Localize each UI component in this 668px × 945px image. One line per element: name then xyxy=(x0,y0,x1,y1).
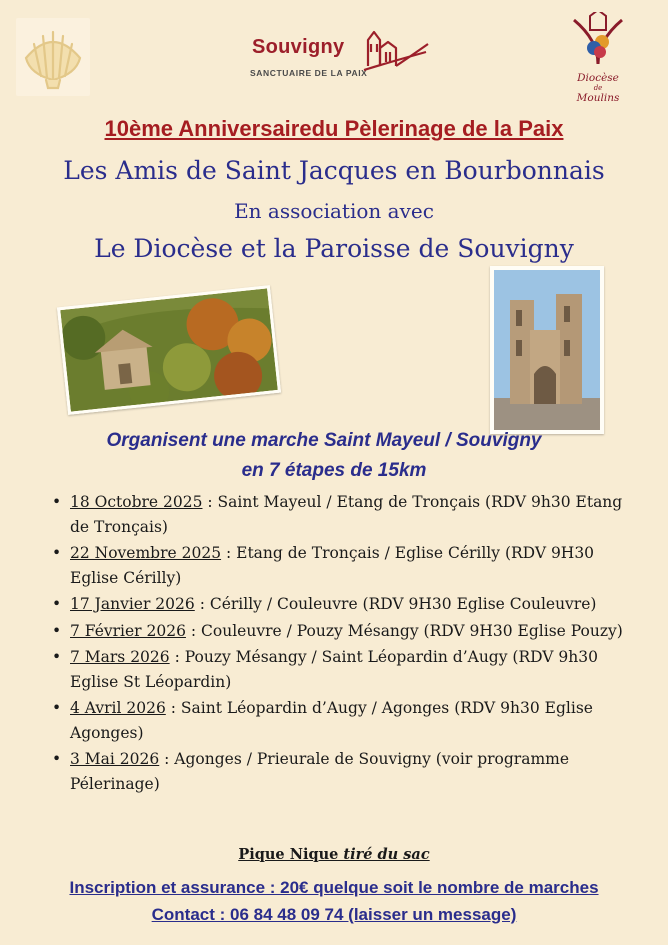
list-item xyxy=(52,747,642,796)
stage-date: 7 Mars 2026 xyxy=(70,648,170,666)
stage-date: 7 Février 2026 xyxy=(70,621,186,640)
contact-text: Contact : 06 84 48 09 74 (laisser un message) xyxy=(151,905,517,924)
list-item xyxy=(52,490,642,539)
chapel-hillside-photo xyxy=(57,285,281,415)
walk-announcement: Organisent une marche Saint Mayeul / Souvigny xyxy=(106,430,542,451)
stage-description: : Etang de Tronçais / Eglise Cérilly (RDV 9H30 Eglise Cérilly) xyxy=(70,544,595,587)
contact-info xyxy=(0,905,668,925)
diocese-logo-text xyxy=(556,72,640,104)
stage-description: : Saint Léopardin d’Augy / Agonges (RDV 9h30 Eglise Agonges) xyxy=(70,699,593,742)
registration-text: Inscription et assurance : 20€ quelque soit le nombre de marches xyxy=(69,878,599,897)
stage-description: : Couleuvre / Pouzy Mésangy (RDV 9H30 Eglise Pouzy) xyxy=(185,621,623,640)
diocese-logo-line1: Diocèse xyxy=(577,72,619,84)
anniversary-title xyxy=(0,116,668,142)
association-heading: En association avec xyxy=(234,199,434,223)
stage-description: : Agonges / Prieurale de Souvigny (voir programme Pélerinage) xyxy=(70,750,570,793)
list-item xyxy=(52,541,642,590)
stage-date: 4 Avril 2026 xyxy=(70,699,166,717)
stage-date: 18 Octobre 2025 xyxy=(70,493,203,511)
registration-info xyxy=(0,878,668,898)
list-item xyxy=(52,696,642,745)
organiser-heading: Les Amis de Saint Jacques en Bourbonnais xyxy=(63,156,605,185)
scallop-shell-logo xyxy=(16,18,90,96)
list-item xyxy=(52,645,642,694)
picnic-note-a: Pique Nique xyxy=(238,846,344,863)
diocese-logo-line3: Moulins xyxy=(576,92,620,104)
diocese-logo-line2: de xyxy=(593,84,603,92)
partner-heading: Le Diocèse et la Paroisse de Souvigny xyxy=(94,234,574,263)
walk-stages-summary: en 7 étapes de 15km xyxy=(241,460,427,481)
stages-list xyxy=(52,490,642,798)
souvigny-logo xyxy=(246,22,436,84)
souvigny-logo-subtitle: SANCTUAIRE DE LA PAIX xyxy=(250,68,368,78)
stage-description: : Cérilly / Couleuvre (RDV 9H30 Eglise Couleuvre) xyxy=(194,595,597,613)
diocese-moulins-logo xyxy=(556,10,640,106)
list-item xyxy=(52,592,642,617)
anniversary-title-text: 10ème Anniversairedu Pèlerinage de la Paix xyxy=(104,116,564,141)
stage-date: 22 Novembre 2025 xyxy=(70,544,222,562)
picnic-note xyxy=(0,846,668,863)
stage-description: : Saint Mayeul / Etang de Tronçais (RDV 9h30 Etang de Tronçais) xyxy=(70,493,623,536)
souvigny-logo-name: Souvigny xyxy=(252,36,345,58)
picnic-note-b: tiré du sac xyxy=(343,846,430,863)
souvigny-priory-photo xyxy=(490,266,604,434)
list-item xyxy=(52,619,642,644)
stage-date: 3 Mai 2026 xyxy=(70,750,160,768)
diocese-emblem-icon xyxy=(568,12,628,70)
stage-date: 17 Janvier 2026 xyxy=(70,595,195,613)
sanctuary-church-icon xyxy=(360,22,432,80)
stage-description: : Pouzy Mésangy / Saint Léopardin d’Augy (RDV 9h30 Eglise St Léopardin) xyxy=(70,648,598,691)
